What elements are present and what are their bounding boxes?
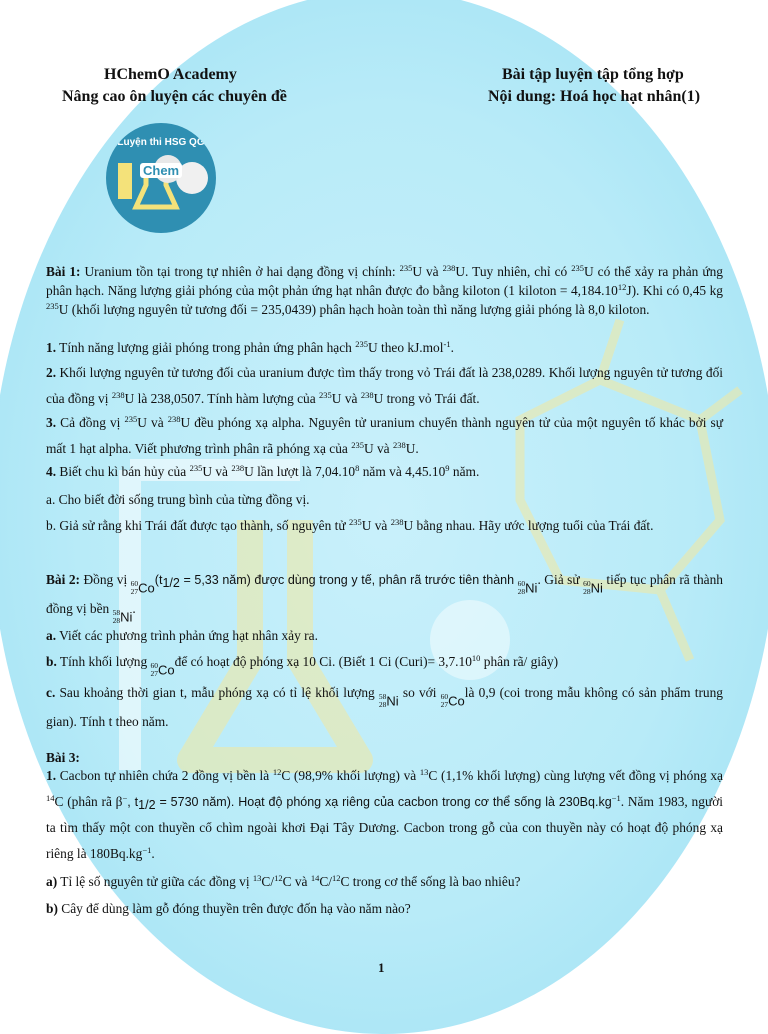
bai2-qa xyxy=(46,626,723,645)
iso-z: 28 xyxy=(583,587,591,596)
q-text: U là 238,0507. Tính hàm lượng của xyxy=(124,391,320,406)
bai1-text: Uranium tồn tại trong tự nhiên ở hai dạng đồng vị chính: xyxy=(84,264,400,279)
bai1-text: U có thể xảy ra phản ứng phân hạch. Năng lượng giải phóng của một phản ứng hạt nhân được đo bằng kiloton (1 kiloton = 4,184.10 xyxy=(46,264,723,298)
q-text: C/ xyxy=(261,874,275,889)
q-text: Khối lượng nguyên tử tương đối của uranium được tìm thấy trong vỏ Trái đất là 238,0289. Khối lượng nguyên tử tương đối của đồng vị xyxy=(46,365,723,406)
q-num: a. xyxy=(46,628,57,643)
q-text: phân rã/ giây) xyxy=(480,654,559,669)
q-text: U đều phóng xạ alpha. Nguyên tử uranium chuyển thành nguyên tử của một nguyên tố khác bởi sự mất 1 hạt alpha. Viết phương trình phân rã phóng xạ của xyxy=(46,415,723,456)
sup: 235 xyxy=(399,263,413,273)
bai2-title: Bài 2: xyxy=(46,572,80,587)
q-text: Cacbon tự nhiên chứa 2 đồng vị bền là xyxy=(56,768,273,783)
iso-el: Co xyxy=(158,662,175,678)
q-num: 4. xyxy=(46,464,57,479)
bai2-qc xyxy=(46,680,723,735)
sup: 12 xyxy=(274,873,283,883)
logo-brand: Chem xyxy=(140,163,182,178)
q-num: c. xyxy=(46,685,56,700)
q-text: C/ xyxy=(319,874,332,889)
q-text: . Năm 1983, người ta tìm thấy một con thuyền cổ chìm ngoài khơi Đại Tây Dương. Cacbon trong gỗ của con thuyền này có hoạt độ phóng xạ riêng là 180Bq.kg xyxy=(46,794,724,861)
bai1-intro xyxy=(46,262,723,319)
q-text: U lần lượt là 7,04.10 xyxy=(244,464,356,479)
sup: 238 xyxy=(231,463,245,473)
q-text: U và xyxy=(361,518,391,533)
bai3-qa xyxy=(46,872,723,891)
bai1-text: U và xyxy=(412,264,443,279)
q-num: 1. xyxy=(46,768,57,783)
iso-el: Ni xyxy=(590,580,603,596)
sup: 235 xyxy=(571,263,584,273)
sup: 12 xyxy=(617,282,627,292)
q-text: Cây để dùng làm gỗ đóng thuyền trên được đốn hạ vào năm nào? xyxy=(57,901,411,916)
sup: 13 xyxy=(252,873,262,883)
iso-el: Ni xyxy=(525,580,538,596)
q-text: U và xyxy=(331,391,361,406)
iso-z: 28 xyxy=(517,587,526,596)
q-text: U và xyxy=(363,441,393,456)
q-text: năm và 4,45.10 xyxy=(359,464,446,479)
bai1-text: U. Tuy nhiên, chỉ có xyxy=(455,264,572,279)
bai2-qb xyxy=(46,652,723,678)
sup: 235 xyxy=(124,414,138,424)
q-text: C (phân rã β xyxy=(54,794,123,809)
isotope-co60 xyxy=(441,693,465,709)
sup: 235 xyxy=(319,390,332,400)
academy-logo xyxy=(106,123,216,233)
sup: 9 xyxy=(445,463,450,473)
iso-z: 28 xyxy=(112,616,121,625)
q-text: Biết chu kì bán hủy của xyxy=(56,464,190,479)
iso-z: 27 xyxy=(440,700,449,709)
iso-mass: 60 xyxy=(517,579,526,588)
q-text: là 0,9 (coi trong mẫu không có sản phẩm trung gian). Tính t theo năm. xyxy=(46,685,723,729)
bai3-title: Bài 3: xyxy=(46,750,80,765)
q-text: U theo kJ.mol xyxy=(367,340,444,355)
q-text: . xyxy=(450,340,454,355)
iso-mass: 60 xyxy=(440,692,449,701)
sup: 235 xyxy=(351,440,364,450)
sup: 12 xyxy=(331,873,341,883)
q-text: = 5730 năm). Hoạt độ phóng xạ riêng của cacbon trong cơ thể sống là 230Bq.kg xyxy=(155,795,612,809)
bai1-q4a: a. Cho biết đời sống trung bình của từng đồng vị. xyxy=(46,492,310,507)
bai1-title: Bài 1: xyxy=(46,264,81,279)
page-number: 1 xyxy=(378,960,385,975)
q-text: U trong vỏ Trái đất. xyxy=(373,391,480,406)
q-text: Sau khoảng thời gian t, mẫu phóng xạ có tỉ lệ khối lượng xyxy=(55,685,379,700)
sup: 14 xyxy=(310,873,320,883)
iso-mass: 60 xyxy=(150,661,158,670)
q-text: b. Giả sử rằng khi Trái đất được tạo thành, số nguyên tử xyxy=(46,518,349,533)
bai3-qb xyxy=(46,899,723,918)
q-text: C và xyxy=(282,874,311,889)
iso-mass: 58 xyxy=(378,692,387,701)
sup: −1 xyxy=(611,793,621,803)
q-text: (t xyxy=(154,573,163,587)
sup: 238 xyxy=(360,390,374,400)
bai1-q4b xyxy=(46,516,723,535)
sup: 14 xyxy=(46,793,55,803)
sup: −1 xyxy=(142,845,152,855)
sub: 1/2 xyxy=(138,798,156,812)
sup: 238 xyxy=(442,263,456,273)
sup: 238 xyxy=(167,414,181,424)
iso-mass: 58 xyxy=(112,608,121,617)
q-text: C (1,1% khối lượng) cùng lượng vết đồng vị phóng xạ xyxy=(428,768,723,783)
iso-z: 28 xyxy=(378,700,387,709)
sup: 235 xyxy=(46,301,59,311)
q-num: 2. xyxy=(46,365,57,380)
sup: 235 xyxy=(348,517,362,527)
bai1-q2 xyxy=(46,360,723,412)
q-text: = 5,33 năm) được dùng trong y tế, phân rã trước tiên thành xyxy=(179,573,518,587)
isotope-ni58 xyxy=(379,693,399,709)
isotope-ni58 xyxy=(113,609,133,625)
logo-text: Luyện thi HSG QG xyxy=(117,137,205,148)
sup: 238 xyxy=(390,517,404,527)
q-text: . xyxy=(151,846,155,861)
bai1-q3 xyxy=(46,410,723,462)
header-title: Bài tập luyện tập tổng hợp xyxy=(502,66,684,83)
isotope-co60 xyxy=(151,662,175,678)
q-text: U và xyxy=(202,464,232,479)
q-text: Cả đồng vị xyxy=(56,415,125,430)
q-text: U bằng nhau. Hãy ước lượng tuổi của Trái đất. xyxy=(403,518,654,533)
sup: -1 xyxy=(443,339,451,349)
q-text: để có hoạt độ phóng xạ 10 Ci. (Biết 1 Ci (Curi)= 3,7.10 xyxy=(174,654,472,669)
iso-mass: 60 xyxy=(583,579,591,588)
sup: 238 xyxy=(111,390,125,400)
iso-el: Ni xyxy=(386,693,399,709)
q-text: Tính năng lượng giải phóng trong phản ứng phân hạch xyxy=(56,340,356,355)
q-num: 1. xyxy=(46,340,57,355)
q-text: U và xyxy=(137,415,168,430)
q-text: Đồng vị xyxy=(80,572,131,587)
iso-mass: 60 xyxy=(130,579,139,588)
q-text: , t xyxy=(127,795,139,809)
q-text: Tỉ lệ số nguyên tử giữa các đồng vị xyxy=(57,874,253,889)
bai2-intro xyxy=(46,567,723,625)
q-text: tiếp tục phân rã thành đồng vị bền xyxy=(46,572,723,616)
logo-graphic xyxy=(106,123,216,233)
q-text: . Giả sử xyxy=(537,572,584,587)
header-content: Nội dung: Hoá học hạt nhân(1) xyxy=(488,88,701,105)
q-text: so với xyxy=(398,685,441,700)
isotope-ni60 xyxy=(518,580,538,596)
header-subtitle: Nâng cao ôn luyện các chuyên đề xyxy=(62,88,287,105)
iso-z: 27 xyxy=(130,587,139,596)
iso-el: Co xyxy=(138,580,155,596)
sub: 1/2 xyxy=(162,576,180,590)
q-text: . xyxy=(132,601,136,616)
bai1-text: U (khối lượng nguyên tử tương đối = 235,0439) phân hạch hoàn toàn thì năng lượng giải phóng là 8,0 kiloton. xyxy=(58,302,650,317)
sup: 10 xyxy=(471,653,481,663)
iso-el: Ni xyxy=(120,609,133,625)
q-num: 3. xyxy=(46,415,57,430)
header-org: HChemO Academy xyxy=(104,66,237,83)
sup: 235 xyxy=(189,463,203,473)
bai1-text: J). Khi có 0,45 kg xyxy=(626,283,723,298)
q-num: a) xyxy=(46,874,58,889)
iso-z: 27 xyxy=(150,669,158,678)
q-text: Tính khối lượng xyxy=(56,654,151,669)
q-text: U. xyxy=(405,441,419,456)
bai1-q4 xyxy=(46,462,723,481)
bai1-q1 xyxy=(46,338,723,357)
sup: 8 xyxy=(355,463,360,473)
q-text: C trong cơ thể sống là bao nhiêu? xyxy=(340,874,521,889)
sup: 238 xyxy=(392,440,406,450)
q-text: năm. xyxy=(449,464,480,479)
isotope-ni60 xyxy=(583,580,603,596)
bai3-q1 xyxy=(46,763,723,867)
sup: − xyxy=(122,793,128,803)
sup: 235 xyxy=(355,339,368,349)
isotope-co60 xyxy=(131,580,155,596)
q-num: b. xyxy=(46,654,57,669)
sup: 13 xyxy=(419,767,429,777)
q-num: b) xyxy=(46,901,58,916)
iso-el: Co xyxy=(448,693,465,709)
sup: 12 xyxy=(272,767,282,777)
q-text: C (98,9% khối lượng) và xyxy=(281,768,420,783)
q-text: Viết các phương trình phản ứng hạt nhân xảy ra. xyxy=(56,628,318,643)
